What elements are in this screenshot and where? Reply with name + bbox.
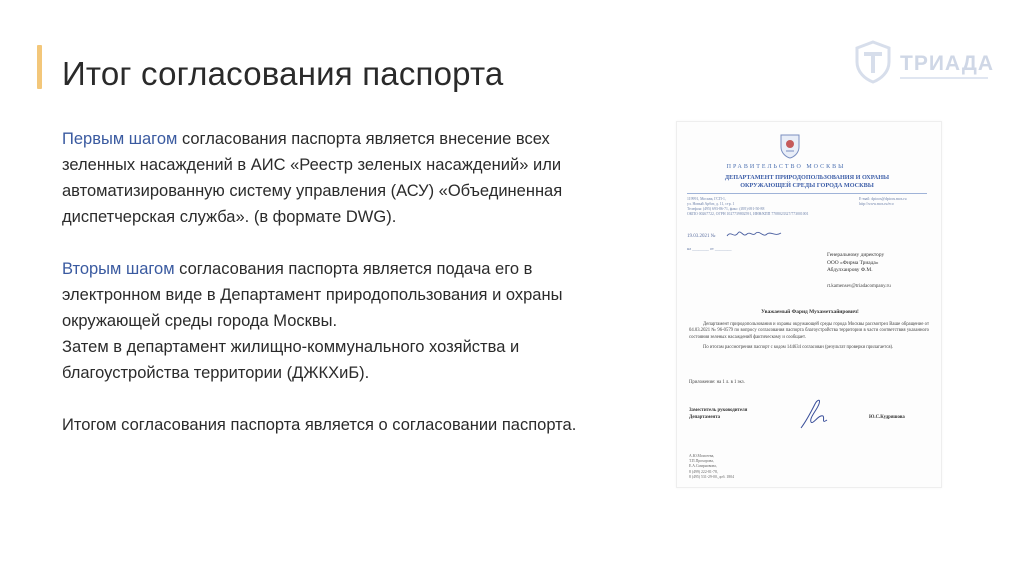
letter-greeting: Уважаемый Фарид Мухаметхайирович! [761, 309, 859, 315]
handwritten-number-icon [725, 227, 785, 241]
letter-reference-line: на ________ от ________ [687, 246, 732, 251]
approval-letter-image [676, 121, 942, 488]
title-accent-bar [37, 45, 42, 89]
executor-line: Е.А.Смирновова, [689, 464, 717, 469]
shield-t-icon [853, 40, 893, 84]
paragraph-gap [62, 386, 622, 412]
letter-email: E-mail: dpioos@dpioos.mos.ru [859, 197, 907, 201]
moscow-crest-icon [779, 133, 801, 159]
letter-header-rule [687, 193, 927, 194]
executor-line: Т.П.Прохорова, [689, 459, 714, 464]
paragraph-first-step [62, 126, 622, 230]
first-step-text: согласования паспорта является внесение всех зеленных насаждений в АИС «Реестр зеленых насаждений» или автоматизированную систему управления (АСУ) «Объединенная диспетчерская служба». (в формате DWG). [62, 130, 563, 226]
letter-date-stamp: 19.03.2021 № [687, 234, 716, 239]
letter-dept-header [687, 174, 927, 190]
letter-recipient [827, 252, 884, 275]
first-step-highlight: Первым шагом [62, 130, 178, 148]
letter-address-line: ул. Новый Арбат, д. 11, стр. 1 [687, 202, 735, 206]
recipient-name: Абдулхаирову Ф.М. [827, 267, 873, 273]
paragraph-result: Итогом согласования паспорта является о согласовании паспорта. [62, 416, 577, 434]
letter-signer-title [689, 408, 747, 421]
second-step-highlight: Вторым шагом [62, 260, 175, 278]
recipient-email: rt.kamensev@triadacompany.ru [827, 284, 891, 289]
letter-body-paragraph: Департамент природопользования и охраны окружающей среды города Москвы рассмотрел Ваше обращение от 04.03.2021 № 96-0579 по вопросу согласования паспорта благоустройства территории в части соответствия указанного состояния зеленых насаждений фактическому и сообщает. [689, 322, 929, 340]
letter-attachment: Приложение: на 1 л. в 1 экз. [689, 380, 745, 385]
letter-body-paragraph: По итогам рассмотрения паспорт с кодом 144634 согласован (результат проверки прилагается). [703, 344, 894, 350]
company-logo [853, 40, 993, 84]
signer-title-line: Заместитель руководителя [689, 408, 748, 413]
paragraph-housing-dept: Затем в департамент жилищно-коммунального хозяйства и благоустройства территории (ДЖКХиБ). [62, 338, 520, 382]
letter-dept-line-2: ОКРУЖАЮЩЕЙ СРЕДЫ ГОРОДА МОСКВЫ [740, 182, 874, 189]
recipient-position: Генеральному директору [827, 252, 885, 258]
letter-gov-header: ПРАВИТЕЛЬСТВО МОСКВЫ [726, 164, 846, 170]
logo-text: ТРИАДА [900, 52, 994, 75]
executor-line: А.Ю.Моисеева, [689, 454, 715, 458]
recipient-company: ООО «Фирма Триада» [827, 259, 879, 266]
letter-executors [689, 454, 734, 480]
letter-body [689, 322, 929, 351]
second-step-text: согласования паспорта является подача его в электронном виде в Департамент природопользования и охраны окружающей среды города Москвы. [62, 260, 563, 330]
letter-contacts [859, 197, 906, 207]
logo-underline [900, 77, 988, 79]
letter-signer-name: Ю.С.Кудряшова [869, 415, 905, 420]
letter-address-line: ОКПО 00267722, ОГРН 1027739802591, ИНН/КПП 7708023327/773001001 [687, 212, 809, 216]
executor-line: 8 (499) 222-81-78, [689, 469, 718, 474]
executor-line: 8 (495) 531-29-00, доб. 1804 [689, 474, 734, 479]
letter-website: http://www.mos.ru/eco [859, 202, 894, 206]
signer-title-line: Департамента [689, 414, 721, 420]
paragraph-second-step [62, 256, 622, 334]
content-text [62, 126, 622, 438]
signature-icon [797, 394, 831, 432]
letter-address-line: 119991, Москва, ГСП-1, [687, 197, 726, 201]
letter-address-line: Телефон: (495) 693-86-71, факс: (495) 691-50-88 [687, 207, 765, 211]
letter-dept-line-1: ДЕПАРТАМЕНТ ПРИРОДОПОЛЬЗОВАНИЯ И ОХРАНЫ [724, 174, 890, 181]
paragraph-gap [62, 230, 622, 256]
letter-address [687, 197, 808, 217]
slide-title: Итог согласования паспорта [62, 55, 504, 92]
